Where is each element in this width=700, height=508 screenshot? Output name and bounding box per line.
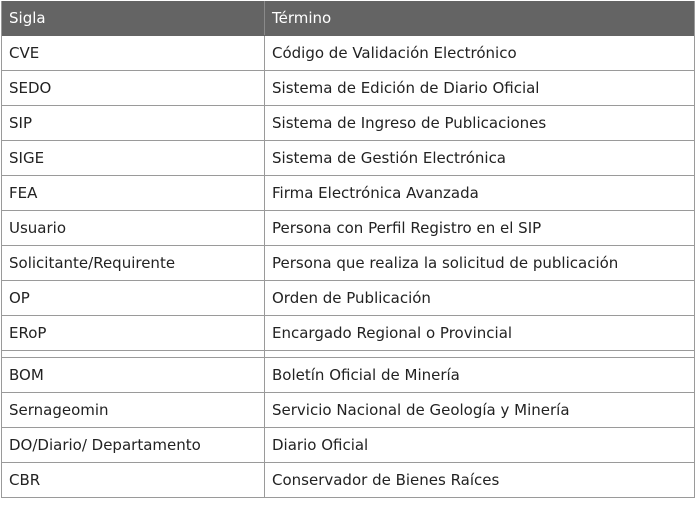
termino-cell: Diario Oficial (272, 436, 369, 454)
sigla-cell: ERoP (2, 316, 265, 350)
sigla-cell: OP (2, 281, 265, 315)
table-header-row (2, 1, 694, 36)
termino-cell: Código de Validación Electrónico (272, 44, 517, 62)
sigla-cell: CBR (2, 463, 265, 497)
table-row (2, 71, 694, 106)
sigla-cell: DO/Diario/ Departamento (2, 428, 265, 462)
termino-cell: Sistema de Edición de Diario Oficial (272, 79, 540, 97)
termino-cell: Encargado Regional o Provincial (272, 324, 513, 342)
termino-cell: Sistema de Gestión Electrónica (272, 149, 507, 167)
table-row (2, 36, 694, 71)
termino-cell: Firma Electrónica Avanzada (272, 184, 479, 202)
table-row (2, 246, 694, 281)
sigla-cell: CVE (2, 36, 265, 70)
table-row (2, 176, 694, 211)
termino-cell: Servicio Nacional de Geología y Minería (272, 401, 570, 419)
acronyms-table (1, 1, 695, 498)
table-page-break-gap (2, 351, 694, 358)
termino-cell: Persona con Perfil Registro en el SIP (272, 219, 542, 237)
sigla-cell: SIGE (2, 141, 265, 175)
sigla-cell: BOM (2, 358, 265, 392)
termino-cell: Orden de Publicación (272, 289, 431, 307)
table-row (2, 316, 694, 351)
table-row (2, 281, 694, 316)
termino-cell: Persona que realiza la solicitud de publicación (272, 254, 619, 272)
table-row (2, 393, 694, 428)
sigla-cell: Usuario (2, 211, 265, 245)
sigla-cell: SIP (2, 106, 265, 140)
sigla-cell: Solicitante/Requirente (2, 246, 265, 280)
header-termino: Término (272, 9, 332, 27)
termino-cell: Conservador de Bienes Raíces (272, 471, 500, 489)
sigla-cell: SEDO (2, 71, 265, 105)
table-row (2, 463, 694, 498)
table-row (2, 358, 694, 393)
gap-cell (265, 351, 694, 357)
table-row (2, 211, 694, 246)
table-row (2, 141, 694, 176)
table-row (2, 428, 694, 463)
gap-cell (2, 351, 265, 357)
sigla-cell: Sernageomin (2, 393, 265, 427)
termino-cell: Sistema de Ingreso de Publicaciones (272, 114, 547, 132)
termino-cell: Boletín Oficial de Minería (272, 366, 460, 384)
header-sigla: Sigla (2, 1, 265, 35)
sigla-cell: FEA (2, 176, 265, 210)
table-row (2, 106, 694, 141)
